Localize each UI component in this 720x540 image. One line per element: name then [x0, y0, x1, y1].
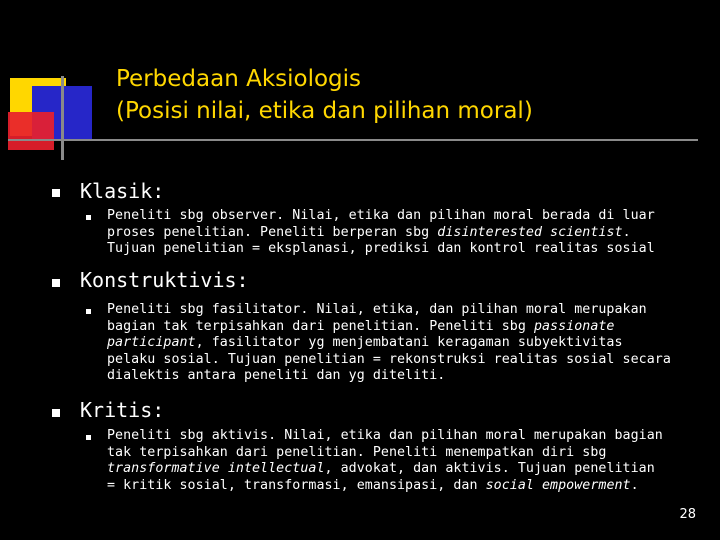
section-body-klasik [107, 208, 655, 258]
body-line: proses penelitian. Peneliti berperan sbg disinterested scientist. [107, 224, 631, 240]
sub-bullet [86, 309, 91, 314]
body-line: Peneliti sbg fasilitator. Nilai, etika, dan pilihan moral merupakan [107, 302, 647, 317]
body-line: participant, fasilitator yg menjembatani keragaman subyektivitas [107, 335, 623, 350]
emphasis-text: passionate [533, 318, 615, 334]
emphasis-text: disinterested scientist [437, 224, 623, 240]
section-heading-konstruktivis: Konstruktivis: [80, 268, 249, 292]
body-line: = kritik sosial, transformasi, emansipasi, dan social empowerment. [107, 477, 639, 493]
sub-bullet [86, 215, 91, 220]
decor-red-square [8, 112, 54, 150]
decor-horizontal-line [8, 139, 698, 141]
emphasis-text: participant [107, 335, 196, 350]
body-line: tak terpisahkan dari penelitian. Peneliti menempatkan diri sbg [107, 444, 607, 460]
body-line: pelaku sosial. Tujuan penelitian = rekonstruksi realitas sosial secara [107, 351, 671, 367]
slide-title-line1: Perbedaan Aksiologis [116, 66, 362, 92]
body-line: bagian tak terpisahkan dari penelitian. Peneliti sbg passionate [107, 318, 615, 334]
emphasis-text: transformative intellectual [107, 461, 325, 476]
body-line: Peneliti sbg aktivis. Nilai, etika dan pilihan moral merupakan bagian [107, 428, 663, 443]
page-number: 28 [679, 507, 696, 522]
body-line: Tujuan penelitian = eksplanasi, prediksi dan kontrol realitas sosial [107, 241, 655, 256]
section-body-konstruktivis [107, 302, 671, 385]
body-line: Peneliti sbg observer. Nilai, etika dan pilihan moral berada di luar [107, 208, 655, 223]
emphasis-text: social empowerment [485, 477, 631, 493]
section-bullet [52, 279, 60, 287]
decor-vertical-line [61, 76, 64, 160]
sub-bullet [86, 435, 91, 440]
section-heading-kritis: Kritis: [80, 398, 165, 422]
section-bullet [52, 409, 60, 417]
body-line: dialektis antara peneliti dan yg diteliti. [107, 368, 446, 383]
section-body-kritis [107, 428, 663, 494]
body-line: transformative intellectual, advokat, dan aktivis. Tujuan penelitian [107, 461, 655, 476]
slide-title-line2: (Posisi nilai, etika dan pilihan moral) [116, 98, 533, 124]
slide-title [116, 63, 533, 127]
section-bullet [52, 189, 60, 197]
section-heading-klasik: Klasik: [80, 179, 165, 203]
